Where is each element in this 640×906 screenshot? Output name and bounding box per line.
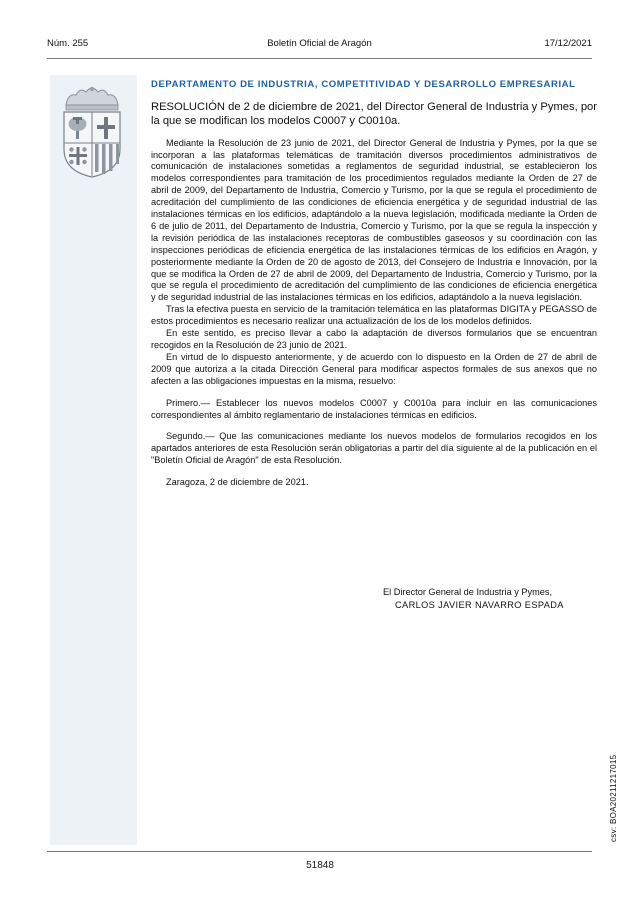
department-heading: DEPARTAMENTO DE INDUSTRIA, COMPETITIVIDAD Y DESARROLLO EMPRESARIAL (151, 79, 576, 90)
paragraph: Tras la efectiva puesta en servicio de la tramitación telemática en las plataformas DIGITA y PEGASSO de estos procedimientos es necesario realizar una actualización de los de los modelos definidos. (151, 304, 597, 327)
publication-name: Boletín Oficial de Aragón (267, 38, 372, 49)
csv-code: csv: BOA20211217015 (609, 754, 618, 842)
paragraph: En este sentido, es preciso llevar a cabo la adaptación de diversos formularios que se encuentran recogidos en la Resolución de 23 junio de 2021. (151, 328, 597, 350)
paragraph: Mediante la Resolución de 23 junio de 2021, del Director General de Industria y Pymes, por la que se incorporan a las plataformas telemáticas de tramitación diversos procedimientos administrativos de comunicación de instalaciones sometidas a reglamentos de seguridad industrial, se establecieron los modelos correspondientes para tramitación de los procedimientos regulados mediante la Orden de 27 de abril de 2009, del Departamento de Industria, Comercio y Turismo, por la que se regula el procedimiento de acreditación del cumplimiento de las condiciones de eficiencia energética y de seguridad industrial de las instalaciones térmicas en los edificios, adaptándolo a la nueva legislación, modificada mediante la Orden de 6 de julio de 2011, del Departamento de Industria, Comercio y Turismo, por la que se regula la inspección y la revisión periódica de las instalaciones receptoras de combustibles gaseosos y su coordinación con las inspecciones periódicas de eficiencia energética de las instalaciones térmicas de los edificios en Aragón, y posteriormente mediante la Orden de 20 de agosto de 2013, del Consejero de Industria e Innovación, por la que se modifica la Orden de 27 de abril de 2009, del Departamento de Industria, Comercio y Turismo, por la que se regula el procedimiento de acreditación del cumplimiento de las condiciones de eficiencia energética y de seguridad industrial de las instalaciones térmicas en los edificios, adaptándolo a la nueva legislación. (151, 137, 597, 303)
signatory-role: El Director General de Industria y Pymes, (383, 587, 553, 597)
issue-number: Núm. 255 (47, 38, 89, 49)
page-header (47, 38, 592, 52)
document-body (151, 79, 597, 489)
header-rule (47, 58, 592, 59)
sidebar-band (50, 75, 137, 845)
resolution-title: RESOLUCIÓN de 2 de diciembre de 2021, del Director General de Industria y Pymes, por la que se modifican los modelos C0007 y C0010a. (151, 101, 597, 127)
page-number: 51848 (306, 860, 334, 871)
issue-date: 17/12/2021 (544, 38, 592, 49)
signatory-name: CARLOS JAVIER NAVARRO ESPADA (395, 599, 564, 610)
article-segundo: Segundo.— Que las comunicaciones mediante los nuevos modelos de formularios recogidos en los apartados anteriores de esta Resolución serán obligatorias a partir del día siguiente al de la publicación en el "Boletín Oficial de Aragón" de esta Resolución. (151, 431, 597, 466)
signature-block (383, 586, 564, 611)
paragraph: En virtud de lo dispuesto anteriormente, y de acuerdo con lo dispuesto en la Orden de 27 de abril de 2009 que autoriza a la citada Dirección General para modificar aspectos formales de sus anexos que no afecten a las obligaciones impuestas en la misma, resuelvo: (151, 351, 597, 386)
footer-rule (47, 851, 592, 852)
article-primero: Primero.— Establecer los nuevos modelos C0007 y C0010a para incluir en las comunicaciones correspondientes al ámbito reglamentario de instalaciones térmicas en edificios. (151, 397, 597, 420)
place-date: Zaragoza, 2 de diciembre de 2021. (166, 477, 309, 488)
coat-of-arms-icon (56, 83, 128, 179)
